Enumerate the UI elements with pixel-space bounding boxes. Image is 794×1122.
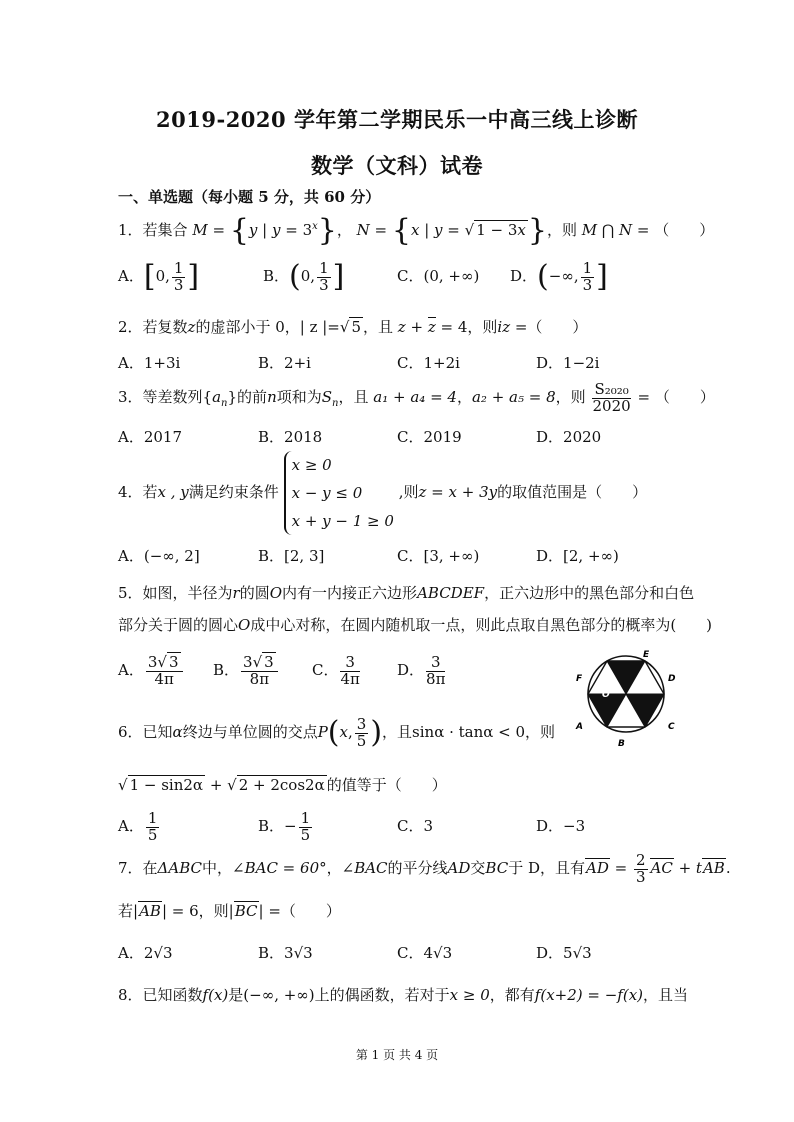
q4-option-b: B．[2, 3] — [258, 547, 325, 565]
constraint-system: x ≥ 0 x − y ≤ 0 x + y − 1 ≥ 0 — [284, 451, 394, 535]
page-footer: 第 1 页 共 4 页 — [355, 1048, 439, 1062]
question-6-line-1: 6．已知α终边与单位圆的交点P(x, $\frac{3}{5}$ )，且sinα · tanα < 0，则 — [118, 714, 556, 750]
q3-option-c: C．2019 — [397, 428, 462, 446]
question-6-line-2: √ 1 − sin2α + √ 2 + 2cos2α 的值等于（ ） — [118, 776, 447, 794]
q2-option-c: C．1+2i — [397, 354, 460, 372]
question-3: 3．等差数列$\{a_n\}$的前n项和为$S_n$，且 a₁ + a₄ = 4，a₂ + a₅ = 8，则 $\frac{\text{S₂₀₂₀}}{2020}$ = （ ） — [118, 379, 715, 415]
q7-option-a: A．2√3 — [118, 944, 173, 962]
q4-option-d: D．[2, +∞) — [536, 547, 619, 565]
question-1: 1．若集合 M = {y | $y = 3^x$}， N = {x | y = √ 1 − 3x}，则 M ⋂ N = （ ） — [118, 213, 715, 248]
question-5-line-2: 部分关于圆的圆心O成中心对称，在圆内随机取一点，则此点取自黑色部分的概率为( ) — [118, 616, 713, 634]
q3-option-a: A．2017 — [118, 428, 183, 446]
q6-option-a: A． $\frac{1}{5}$ — [118, 808, 158, 844]
question-5-line-1: 5．如图，半径为r的圆O内有一内接正六边形ABCDEF，正六边形中的黑色部分和白色 — [118, 584, 695, 602]
q3-option-d: D．2020 — [536, 428, 602, 446]
q5-option-b: B． $\frac{3√ 3}{8\pi}$ — [213, 650, 280, 690]
section-heading: 一、单选题（每小题 5 分，共 60 分） — [118, 188, 381, 206]
q7-option-c: C．4√3 — [397, 944, 453, 962]
hexagon-figure — [566, 644, 686, 754]
question-8: 8．已知函数f(x)是(−∞, +∞)上的偶函数，若对于x ≥ 0，都有f(x+2) = −f(x)，且当 — [118, 986, 689, 1004]
q7-option-d: D．5√3 — [536, 944, 592, 962]
q4-option-a: A．(−∞, 2] — [118, 547, 200, 565]
label-o: O — [602, 690, 610, 700]
label-c: C — [668, 722, 675, 732]
q6-option-c: C．3 — [397, 817, 434, 835]
q2-option-a: A．1+3i — [118, 354, 181, 372]
label-d: D — [668, 674, 676, 684]
question-4: 4．若x , y满足约束条件 x ≥ 0 x − y ≤ 0 x + y − 1 ≥ 0 ,则z = x + 3y的取值范围是（ ） — [118, 450, 647, 534]
q2-option-b: B．2+i — [258, 354, 311, 372]
question-7-line-1: 7．在ΔABC中，∠BAC = 60°，∠BAC的平分线AD交BC于 D，且有AD = $\frac{2}{3}$ AC + tAB. — [118, 850, 731, 886]
label-a: A — [576, 722, 583, 732]
q6-option-d: D．−3 — [536, 817, 586, 835]
q3-option-b: B．2018 — [258, 428, 323, 446]
q2-option-d: D．1−2i — [536, 354, 600, 372]
exam-subtitle: 数学（文科）试卷 — [311, 153, 483, 178]
q1-option-a: A．[0, $\frac{1}{3}$ ] — [118, 258, 200, 294]
q6-option-b: B．− $\frac{1}{5}$ — [258, 808, 311, 844]
q1-option-d: D．(−∞, $\frac{1}{3}$ ] — [510, 258, 608, 294]
exam-title: 2019-2020 学年第二学期民乐一中高三线上诊断 — [156, 107, 638, 132]
q5-option-c: C． $\frac{3}{4\pi}$ — [312, 652, 360, 688]
question-7-line-2: 若|AB| = 6，则|BC| =（ ） — [118, 902, 341, 920]
question-2: 2．若复数z的虚部小于 0，| z |=√ 5 ，且 z + z = 4，则iz =（ ） — [118, 318, 588, 336]
q4-option-c: C．[3, +∞) — [397, 547, 480, 565]
q5-option-d: D． $\frac{3}{8\pi}$ — [397, 652, 446, 688]
label-f: F — [576, 674, 583, 684]
q1-option-b: B．(0, $\frac{1}{3}$ ] — [263, 258, 345, 294]
label-b: B — [618, 739, 625, 749]
q7-option-b: B．3√3 — [258, 944, 313, 962]
q5-option-a: A． $\frac{3√ 3}{4\pi}$ — [118, 650, 185, 690]
q1-option-c: C．(0, +∞) — [397, 267, 480, 285]
label-e: E — [643, 650, 650, 660]
